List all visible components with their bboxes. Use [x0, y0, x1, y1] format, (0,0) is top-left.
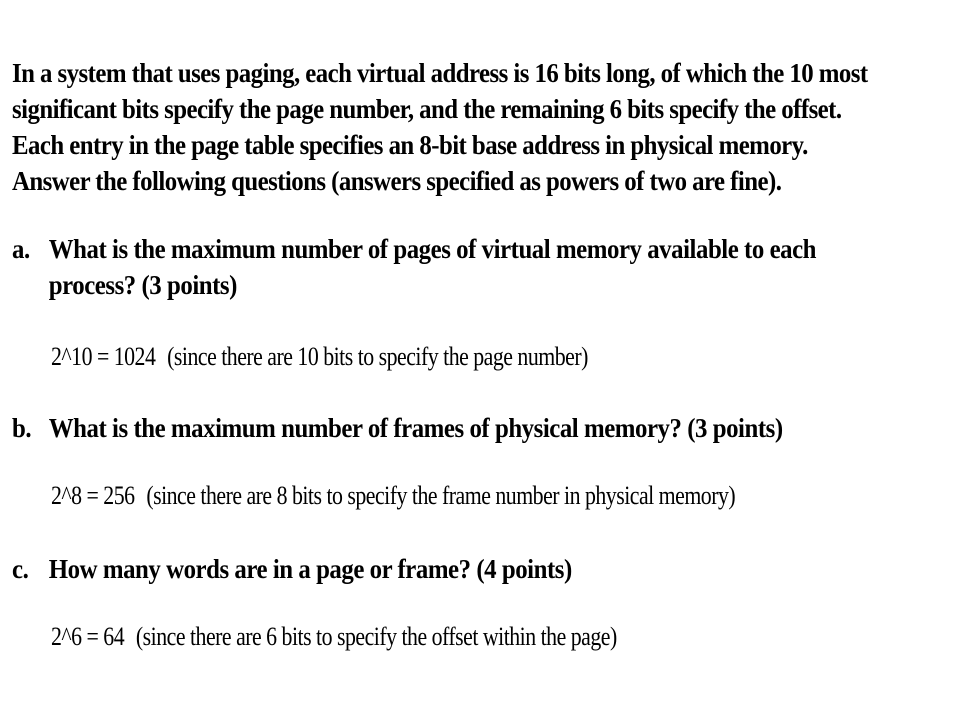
problem-statement-line: In a system that uses paging, each virtual address is 16 bits long, of which the 10 most: [12, 58, 868, 88]
answer-explanation: (since there are 8 bits to specify the frame number in physical memory): [146, 481, 736, 510]
question-text: What is the maximum number of pages of virtual memory available to each: [48, 234, 817, 264]
question-b: [12, 410, 783, 446]
answer-formula: 2^8 = 256: [51, 481, 135, 510]
answer-c: [51, 620, 617, 654]
answer-formula: 2^10 = 1024: [51, 342, 156, 371]
problem-statement-line: Answer the following questions (answers specified as powers of two are fine).: [12, 166, 782, 196]
question-letter: a.: [12, 234, 30, 264]
question-c: [12, 551, 572, 587]
answer-explanation: (since there are 10 bits to specify the page number): [167, 342, 588, 371]
question-letter: c.: [12, 554, 29, 584]
answer-formula: 2^6 = 64: [51, 622, 125, 651]
answer-b: [51, 479, 735, 513]
problem-statement-line: Each entry in the page table specifies an 8-bit base address in physical memory.: [12, 130, 808, 160]
answer-explanation: (since there are 6 bits to specify the offset within the page): [135, 622, 617, 651]
question-a: [12, 231, 816, 303]
question-text: What is the maximum number of frames of physical memory? (3 points): [48, 413, 783, 443]
problem-statement: [12, 55, 877, 199]
question-letter: b.: [12, 413, 32, 443]
question-text: How many words are in a page or frame? (4 points): [48, 554, 572, 584]
answer-a: [51, 340, 588, 374]
problem-statement-line: significant bits specify the page number, and the remaining 6 bits specify the offset.: [12, 94, 842, 124]
question-text-continuation: process? (3 points): [48, 270, 237, 300]
